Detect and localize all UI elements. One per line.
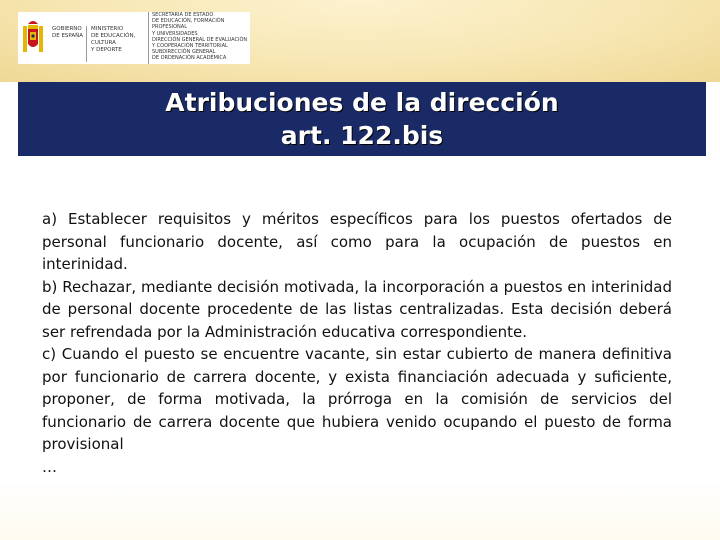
bottom-fade [0, 480, 720, 540]
institution-logo [18, 12, 250, 64]
coat-of-arms-icon [22, 18, 44, 58]
slide-title [165, 86, 558, 152]
header-band [0, 0, 720, 82]
ministry-label: MINISTERIO DE EDUCACIÓN, CULTURA Y DEPORTE [86, 26, 147, 62]
paragraph-b: b) Rechazar, mediante decisión motivada, la incorporación a puestos en interinidad de personal docente procedente de las listas centralizadas. Esta decisión deberá ser refrendada por la Administración educativa correspondiente. [42, 277, 672, 341]
title-line-1: Atribuciones de la dirección [165, 88, 559, 117]
secretaria-label: SECRETARÍA DE ESTADO DE EDUCACIÓN, FORMACIÓN PROFESIONAL Y UNIVERSIDADES DIRECCIÓN GENERAL DE EVALUACIÓN Y COOPERACIÓN TERRITORIAL SUBDIRECCIÓN GENERAL DE ORDENACIÓN ACADÉMICA [148, 12, 254, 64]
body-text [42, 208, 672, 478]
paragraph-c: c) Cuando el puesto se encuentre vacante, sin estar cubierto de manera definitiva por funcionario de carrera docente, y exista financiación adecuada y suficiente, proponer, de forma motivada, la prórroga en la comisión de servicios del funcionario de carrera docente que hubiera venido ocupando el puesto de forma provisional [42, 345, 672, 453]
paragraph-a: a) Establecer requisitos y méritos específicos para los puestos ofertados de personal funcionario docente, así como para la ocupación de puestos en interinidad. [42, 210, 672, 273]
title-bar [18, 82, 706, 156]
title-line-2: art. 122.bis [280, 121, 444, 150]
ellipsis: … [42, 457, 57, 476]
government-label: GOBIERNO DE ESPAÑA [52, 26, 84, 39]
